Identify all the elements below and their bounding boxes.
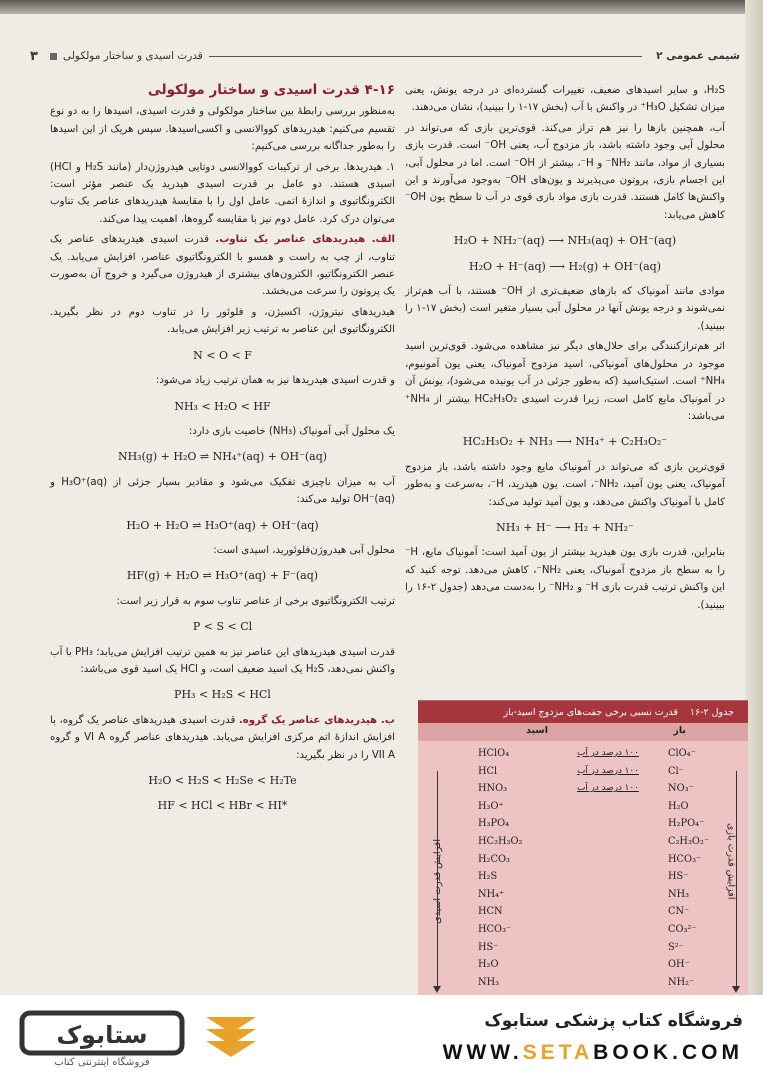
percent-column xyxy=(558,745,658,798)
equation-hydride-ammonia: NH₃ + H⁻ ⟶ H₂ + NH₂⁻ xyxy=(496,520,634,534)
table-caption-text: قدرت نسبی برخی جفت‌های مزدوج اسید-باز xyxy=(503,706,678,718)
base-arrow-down-icon xyxy=(732,986,740,993)
hf-paragraph: محلول آبی هیدروژن‌فلوئورید، اسیدی است: xyxy=(213,544,395,556)
publisher-footer xyxy=(0,995,763,1080)
equation-hydride-order-3: PH₃ < H₂S < HCl xyxy=(174,688,271,702)
table-percent-cell: ۱۰۰ درصد در آب xyxy=(577,748,639,758)
table-acid-cell: H₃PO₄ xyxy=(478,818,510,830)
logo-text: ستابوک xyxy=(56,1021,148,1049)
period3-paragraph: ترتیب الکترونگاتیوی برخی از عناصر تناوب سوم به قرار زیر است: xyxy=(116,595,395,607)
table-base-cell: OH⁻ xyxy=(668,959,690,971)
base-arrow-label xyxy=(716,791,746,931)
period2-paragraph: هیدریدهای نیتروژن، اکسیژن، و فلوئور را در تناوب دوم در نظر بگیرید. الکترونگاتیوی این عناصر به ترتیب زیر افزایش می‌یابد. xyxy=(50,306,395,336)
equation-ammonia: NH₃(g) + H₂O ⇌ NH₄⁺(aq) + OH⁻(aq) xyxy=(117,450,328,464)
equation-water: H₂O + H₂O ⇌ H₃O⁺(aq) + OH⁻(aq) xyxy=(126,518,319,532)
table-header-acid: اسید xyxy=(526,725,548,736)
table-base-cell: ClO₄⁻ xyxy=(668,748,696,759)
leveling-bases-paragraph: آب، همچنین بازها را نیز هم تراز می‌کند. قوی‌ترین بازی که می‌تواند در محلول آبی وجود داشته باشد، باز مزدوج آب، یعنی OH⁻ است. قدرت بازی بسیاری از مواد، مانند NH₂⁻ و H⁻، بیشتر از OH⁻ است. اما در محلول آبی، این اجسام بازی، پروتون می‌پذیرند و یون‌های OH⁻ به‌وجود می‌آورند و این واکنش‌ها کامل هستند. قدرت بازی مواد بازی قوی در آب تا سطح یون OH⁻ کاهش می‌یابد: xyxy=(405,122,726,221)
table-acid-cell: NH₄⁺ xyxy=(478,888,505,900)
table-base-cell: NH₂⁻ xyxy=(668,976,695,988)
url-suffix: BOOK.COM xyxy=(593,1041,743,1064)
shop-url-link[interactable] xyxy=(443,1041,743,1065)
ammonia-solvent-paragraph: اثر هم‌ترازکنندگی برای حلال‌های دیگر نیز مشاهده می‌شود. قوی‌ترین اسید موجود در محلول‌های آمونیاکی، اسید مزدوج آمونیاک، یعنی یون آمونیوم، NH₄⁺ است. استیک‌اسید (که به‌طور جزئی در آب یونیده می‌شود)، یونش آن در آمونیاک مایع کامل است، زیرا قدرت اسیدی HC₂H₃O₂ بیشتر از NH₄⁺ می‌باشد: xyxy=(405,341,726,422)
table-header-row xyxy=(418,723,748,741)
right-column xyxy=(405,82,725,617)
table-acid-cell: H₂CO₃ xyxy=(478,853,510,865)
equation-acetic-ammonia: HC₂H₃O₂ + NH₃ ⟶ NH₄⁺ + C₂H₃O₂⁻ xyxy=(462,435,668,449)
table-base-cell: S²⁻ xyxy=(668,941,684,953)
period3-acidity-paragraph: قدرت اسیدی هیدریدهای این عناصر نیز به همین ترتیب افزایش می‌یابد؛ PH₃ با آب واکنش نمی‌دهد، H₂S یک اسید ضعیف است، و HCl یک اسید قوی می‌باشد: xyxy=(50,646,396,675)
period-paragraph xyxy=(50,231,395,301)
setabook-logo-icon xyxy=(16,1007,266,1069)
table-base-cell: CO₃²⁻ xyxy=(668,923,697,935)
equation-group7: HF < HCl < HBr < HI* xyxy=(157,799,288,813)
period-paragraph-text: قدرت اسیدی هیدریدهای عناصر یک تناوب، از چپ به راست و همسو با الکترونگاتیوی عناصر، افزایش می‌یابد. یک عنصر الکترونگاتیو، الکترون‌های بیشتری از هیدروژن می‌گیرد و خروج آن به‌صورت یک پروتون را سرعت می‌بخشد. xyxy=(50,234,395,298)
equation-amide-water: H₂O + NH₂⁻(aq) ⟶ NH₃(aq) + OH⁻(aq) xyxy=(453,234,677,248)
page-number: ۳ xyxy=(30,48,38,64)
hydrides-paragraph: ۱. هیدریدها. برخی از ترکیبات کووالانسی دوتایی هیدروژن‌دار (مانند H₂S و HCl) اسیدی هستند. دو عامل بر قدرت اسیدی هیدرید یک عنصر مؤثر است: الکترونگاتیوی و اندازهٔ اتمی. عامل اول را با مقایسهٔ هیدریدهای عناصر یک تناوب می‌توان درک کرد. عامل دوم نیز با مقایسه گروه‌ها، اهمیت پیدا می‌کند. xyxy=(50,161,396,225)
table-base-cell: Cl⁻ xyxy=(668,765,684,777)
table-acid-cell: H₂O xyxy=(478,959,499,971)
table-base-cell: HS⁻ xyxy=(668,871,689,883)
group-paragraph xyxy=(50,712,395,764)
acidity-order-paragraph: و قدرت اسیدی هیدریدها نیز به همان ترتیب زیاد می‌شود: xyxy=(155,375,395,387)
page-top-shadow xyxy=(0,0,763,14)
header-rule xyxy=(209,56,642,57)
acid-arrow-label-text: افزایش قدرت اسیدی xyxy=(431,838,443,924)
conclusion-paragraph: بنابراین، قدرت بازی یون هیدرید بیشتر از یون آمید است: آمونیاک مایع، H⁻ را به سطح باز مزدوج آمونیاک، یعنی NH₂⁻، کاهش می‌دهد. توجه کنید که این واکنش ترتیب قدرت بازی H⁻ و NH₂⁻ را به‌دست می‌دهد (جدول ۲-۱۶ را ببینید). xyxy=(405,547,725,611)
table-acid-cell: HCl xyxy=(478,765,498,777)
equation-hf: HF(g) + H₂O ⇌ H₃O⁺(aq) + F⁻(aq) xyxy=(126,569,319,583)
table-acid-cell: H₂S xyxy=(478,871,498,883)
table-percent-cell: ۱۰۰ درصد در آب xyxy=(577,765,639,776)
table-base-cell: NH₃ xyxy=(668,888,690,900)
ammonia-paragraph: یک محلول آبی آمونیاک (NH₃) خاصیت بازی دارد: xyxy=(188,425,395,437)
conjugate-pairs-table xyxy=(418,700,748,995)
table-percent-cell: ۱۰۰ درصد در آب xyxy=(577,783,639,794)
table-acid-cell: HNO₃ xyxy=(478,783,508,795)
equation-electronegativity-2: N < O < F xyxy=(193,348,252,362)
table-base-cell: H₂O xyxy=(668,800,689,812)
amide-paragraph: قوی‌ترین بازی که می‌تواند در آمونیاک مایع وجود داشته باشد، باز مزدوج آمونیاک، یعنی یون آمید، NH₂⁻، است. یون هیدرید، H⁻، به‌سرعت و به‌طور کامل با آمونیاک واکنش می‌دهد، و یون آمید تولید می‌کند: xyxy=(405,461,725,508)
table-acid-cell: HC₂H₃O₂ xyxy=(478,835,523,847)
subsection-b-title: ب. هیدریدهای عناصر یک گروه. xyxy=(238,714,395,726)
intro-paragraph: به‌منظور بررسی رابطهٔ بین ساختار مولکولی و قدرت اسیدی، اسیدها را به دو نوع تقسیم می‌کنیم: هیدریدهای کووالانسی و اکسی‌اسیدها. سپس هریک از این اسیدها را به‌طور جداگانه بررسی می‌کنیم: xyxy=(50,106,395,153)
running-header xyxy=(30,42,740,70)
table-base-cell: H₂PO₄⁻ xyxy=(668,818,705,830)
subsection-a-title: الف. هیدریدهای عناصر یک تناوب. xyxy=(215,234,395,246)
table-acid-cell: H₃O⁺ xyxy=(478,800,504,812)
url-accent: SETA xyxy=(522,1041,594,1064)
table-acid-cell: HClO₄ xyxy=(478,748,510,759)
logo-subtitle: فروشگاه اینترنتی کتاب xyxy=(54,1057,150,1068)
table-caption xyxy=(418,701,748,723)
section-title: ۴-۱۶ قدرت اسیدی و ساختار مولکولی xyxy=(147,82,395,98)
weak-bases-paragraph: موادی مانند آمونیاک که بازهای ضعیف‌تری از OH⁻ هستند، با آب هم‌تراز نمی‌شوند و درجه یونش آنها در محلول آبی بسیار متغیر است (بخش ۱۷-۱ را ببینید). xyxy=(405,286,725,332)
header-square-icon xyxy=(50,53,57,60)
acid-column xyxy=(478,745,548,991)
shop-name: فروشگاه کتاب پزشکی ستابوک xyxy=(484,1011,743,1031)
equation-electronegativity-3: P < S < Cl xyxy=(192,620,253,634)
table-base-cell: HCO₃⁻ xyxy=(668,853,702,865)
table-acid-cell: HCN xyxy=(478,906,503,918)
header-right-title: شیمی عمومی ۲ xyxy=(656,50,740,62)
table-base-cell: CN⁻ xyxy=(668,906,690,918)
table-number: جدول ۲-۱۶ xyxy=(689,706,734,718)
acid-arrow-label xyxy=(422,781,452,981)
url-prefix: WWW. xyxy=(442,1041,523,1064)
table-header-base: باز xyxy=(673,725,686,736)
water-paragraph: آب به میزان ناچیزی تفکیک می‌شود و مقادیر بسیار جزئی از H₃O⁺(aq) و OH⁻(aq) تولید می‌کند: xyxy=(50,476,395,506)
weak-acids-paragraph: H₂S، و سایر اسیدهای ضعیف، تغییرات گسترده‌ای در درجه یونش، یعنی میزان تشکیل H₃O⁺ در واکنش با آب (بخش ۱۷-۱ را ببینید)، نشان می‌دهند. xyxy=(405,85,725,114)
equation-hydride-water: H₂O + H⁻(aq) ⟶ H₂(g) + OH⁻(aq) xyxy=(468,259,661,273)
equation-hydride-order-2: NH₃ < H₂O < HF xyxy=(174,399,271,413)
acid-arrow-down-icon xyxy=(433,986,441,993)
table-base-cell: C₂H₃O₂⁻ xyxy=(668,835,710,847)
base-arrow-label-text: افزایش قدرت بازی xyxy=(725,822,737,900)
table-acid-cell: NH₃ xyxy=(478,976,500,988)
group-paragraph-text: قدرت اسیدی هیدریدهای عناصر یک گروه، با افزایش اندازهٔ اتم مرکزی افزایش می‌یابد. هیدریدهای عناصر گروه VI A و گروه VII A را در نظر بگیرید: xyxy=(50,714,396,761)
table-acid-cell: HS⁻ xyxy=(478,941,499,953)
equation-group6: H₂O < H₂S < H₂Se < H₂Te xyxy=(148,774,297,787)
left-column xyxy=(50,82,395,823)
table-base-cell: NO₃⁻ xyxy=(668,783,694,795)
header-left-title: قدرت اسیدی و ساختار مولکولی xyxy=(62,50,203,62)
table-acid-cell: HCO₃⁻ xyxy=(478,923,512,935)
